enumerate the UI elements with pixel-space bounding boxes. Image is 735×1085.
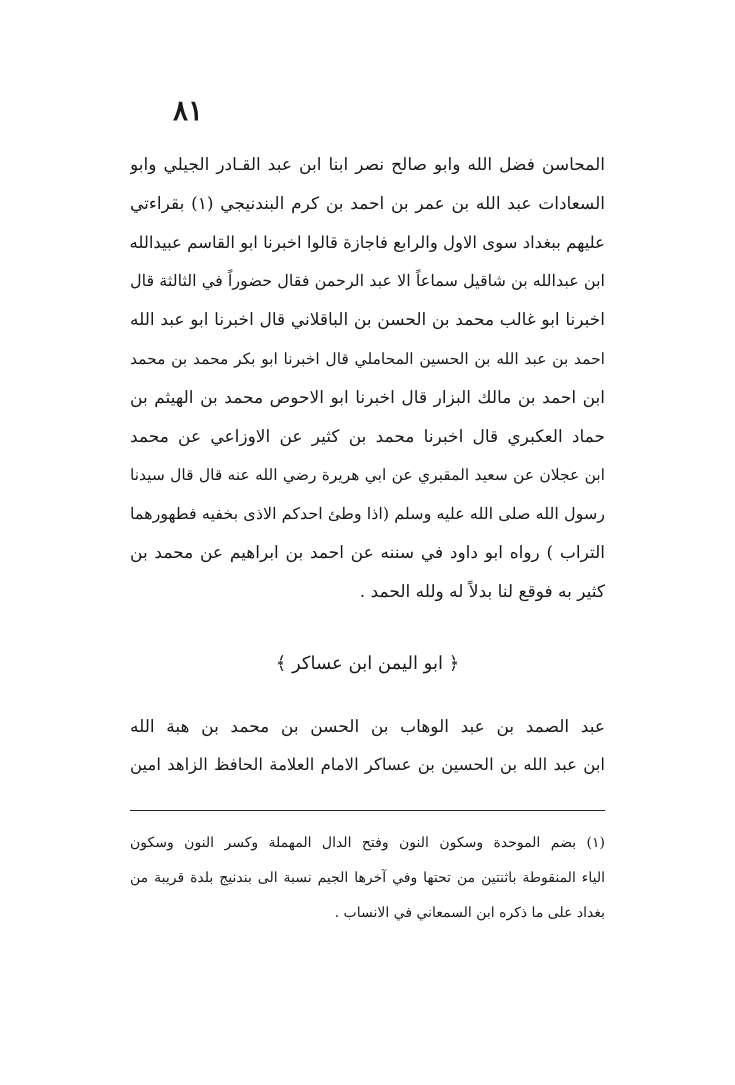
footnote-line: (١) بضم الموحدة وسكون النون وفتح الدال المهملة وكسر النون وسكون <box>130 835 605 851</box>
text-line: رسول الله صلى الله عليه وسلم (اذا وطئ احدكم الاذى بخفيه فطهورهما <box>130 504 605 524</box>
text-line: عليهم ببغداد سوى الاول والرابع فاجازة قالوا اخبرنا ابو القاسم عبيدالله <box>130 232 605 252</box>
text-line: ابن احمد بن مالك البزار قال اخبرنا ابو الاحوص محمد بن الهيثم بن <box>130 387 605 408</box>
main-text <box>130 146 605 612</box>
text-line: كثير به فوقع لنا بدلاً له ولله الحمد . <box>359 581 605 602</box>
footnote-line: الياء المنقوطة باثنتين من تحتها وفي آخرها الجيم نسبة الى بندنيج بلدة قريبة من <box>130 870 605 886</box>
text-line: ابن عجلان عن سعيد المقبري عن ابي هريرة رضي الله عنه قال قال سيدنا <box>130 466 605 485</box>
footnote-divider <box>130 810 605 811</box>
footnote <box>130 826 605 931</box>
text-line: ابن عبدالله بن شاقيل سماعاً الا عبد الرحمن فقال حضوراً في الثالثة قال <box>130 271 605 291</box>
text-line: حماد العكبري قال اخبرنا محمد بن كثير عن الاوزاعي عن محمد <box>130 426 605 447</box>
section-text <box>130 708 605 784</box>
text-line: السعادات عبد الله بن عمر بن احمد بن كرم البندنيجي (١) بقراءتي <box>130 193 605 214</box>
text-line: المحاسن فضل الله وابو صالح نصر ابنا ابن عبد القـادر الجيلي وابو <box>130 155 605 175</box>
text-line: عبد الصمد بن عبد الوهاب بن الحسن بن محمد بن هبة الله <box>130 717 605 737</box>
text-line: احمد بن عبد الله بن الحسين المحاملي قال اخبرنا ابو بكر محمد بن محمد <box>130 349 605 368</box>
section-heading: ﴿ ابو اليمن ابن عساكر ﴾ <box>275 653 460 674</box>
page-number: ٨١ <box>172 94 204 127</box>
text-line: ابن عبد الله بن الحسين بن عساكر الامام العلامة الحافظ الزاهد امين <box>130 755 605 774</box>
text-line: التراب ) رواه ابو داود في سننه عن احمد بن ابراهيم عن محمد بن <box>130 542 605 563</box>
text-line: اخبرنا ابو غالب محمد بن الحسن بن الباقلاني قال اخبرنا ابو عبد الله <box>130 310 605 331</box>
footnote-line: بغداد على ما ذكره ابن السمعاني في الانساب . <box>334 905 605 921</box>
